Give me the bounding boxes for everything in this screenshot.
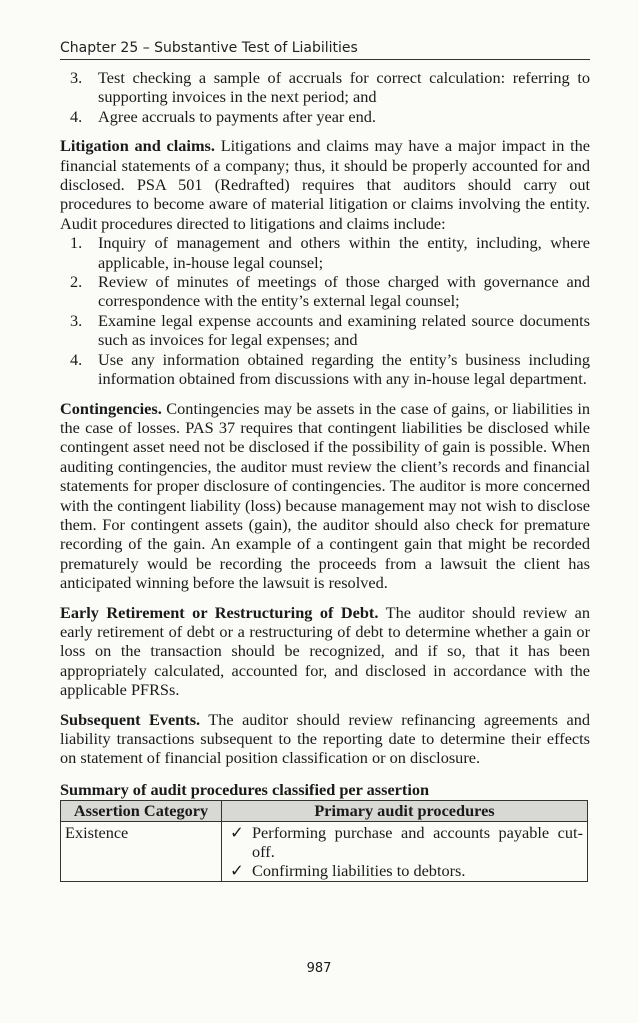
early-retirement-text: The auditor should review an early retirement of debt or a restructuring of debt to determine whether a gain or loss on the transaction should be recognized, and if so, that it has been appropriately calculated, accounted for, and disclosed in accordance with the applicable PFRSs.: [60, 602, 591, 700]
summary-table-title: Summary of audit procedures classified per assertion: [60, 779, 430, 799]
checkmark-icon: ✓: [230, 823, 244, 843]
procedure-list: [226, 823, 583, 880]
list-text: Use any information obtained regarding the entity’s business including information obtained from discussions with any in-house legal department.: [98, 349, 590, 389]
list-number: 4.: [70, 349, 83, 369]
chapter-header: Chapter 25 – Substantive Test of Liabilities: [60, 40, 590, 60]
procedure-text: Confirming liabilities to debtors.: [252, 861, 466, 881]
list-item: [70, 272, 590, 311]
procedures-cell: [222, 822, 588, 882]
list-item: [70, 349, 590, 389]
column-header: Assertion Category: [61, 801, 222, 822]
litigation-heading: Litigation and claims.: [60, 136, 215, 156]
table-row: [61, 822, 588, 882]
assertion-category-cell: Existence: [61, 822, 222, 882]
contingencies-heading: Contingencies.: [60, 398, 162, 418]
early-retirement-paragraph: [60, 603, 590, 700]
subsequent-events-text: The auditor should review refinancing agreements and liability transactions subsequent to the reporting date to determine their effects on statement of financial position classification or on disclosure.: [60, 709, 590, 768]
column-header: Primary audit procedures: [222, 801, 588, 822]
summary-table: [60, 800, 588, 882]
procedure-item: [230, 861, 583, 881]
list-text: Inquiry of management and others within the entity, including, where applicable, in-house legal counsel;: [98, 233, 590, 272]
list-item: [70, 106, 590, 126]
litigation-text: Litigations and claims may have a major impact in the financial statements of a company; thus, it should be properly accounted for and disclosed. PSA 501 (Redrafted) requires that auditors should carry out procedures to become aware of material litigation or claims involving the entity. Audit procedures directed to litigations and claims include:: [60, 136, 590, 233]
procedure-text: Performing purchase and accounts payable cut-off.: [252, 823, 583, 862]
table-header-row: [61, 801, 588, 822]
checkmark-icon: ✓: [230, 861, 244, 881]
early-retirement-heading: Early Retirement or Restructuring of Debt.: [60, 602, 379, 622]
list-number: 4.: [70, 106, 83, 126]
list-item: [70, 310, 590, 350]
page-content: [60, 68, 590, 882]
contingencies-text: Contingencies may be assets in the case of gains, or liabilities in the case of losses. PAS 37 requires that contingent liabilities be disclosed while contingent asset need not be disclosed if the possibility of gain is possible. When auditing contingencies, the auditor must review the client’s records and financial statements for proper disclosure of contingencies. The auditor is more concerned with the contingent liability (loss) because management may not wish to disclose them. For contingent assets (gain), the auditor should also check for premature recording of the gain. An example of a contingent gain that might be recorded prematurely would be recording the proceeds from a lawsuit the client has anticipated winning before the lawsuit is resolved.: [60, 398, 590, 593]
litigation-list: [60, 233, 590, 388]
list-item: [70, 68, 590, 107]
procedure-item: [230, 823, 583, 862]
list-item: [70, 233, 590, 272]
list-text: Test checking a sample of accruals for correct calculation: referring to supporting invoices in the next period; and: [98, 68, 590, 107]
list-text: Review of minutes of meetings of those charged with governance and correspondence with the entity’s external legal counsel;: [98, 272, 590, 311]
subsequent-events-heading: Subsequent Events.: [60, 709, 201, 729]
list-number: 2.: [70, 272, 83, 292]
list-number: 3.: [70, 310, 83, 330]
contingencies-paragraph: [60, 399, 590, 593]
list-text: Agree accruals to payments after year end.: [98, 106, 376, 126]
page-number: 987: [306, 961, 332, 976]
list-text: Examine legal expense accounts and examining related source documents such as invoices for legal expenses; and: [98, 310, 590, 350]
litigation-paragraph: [60, 136, 590, 233]
list-number: 1.: [70, 233, 83, 253]
intro-list: [60, 68, 590, 126]
list-number: 3.: [70, 68, 83, 87]
subsequent-events-paragraph: [60, 710, 590, 768]
